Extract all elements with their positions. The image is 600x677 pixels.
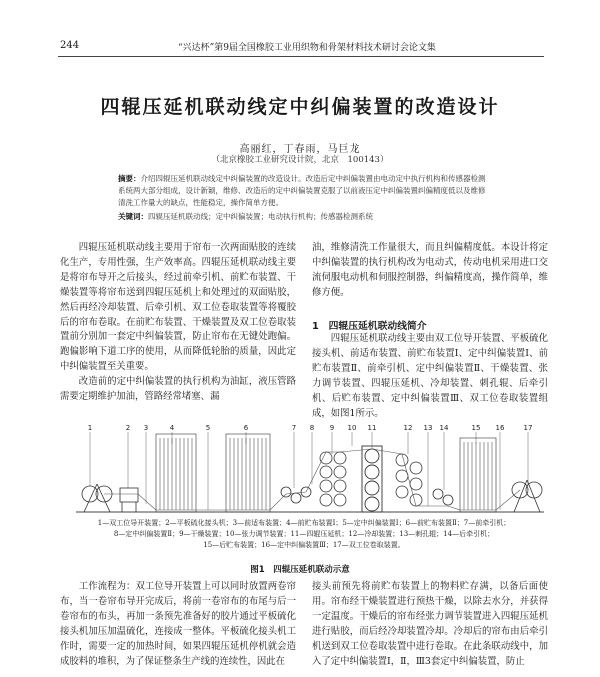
windup-stand <box>512 480 542 512</box>
keywords-text: 四辊压延机联动线；定中纠偏装置；电动执行机构；传感器检测系统 <box>148 212 373 221</box>
legend-line: 15—后贮布装置；16—定中纠偏装置Ⅲ；17—双工位卷取装置。 <box>203 541 405 549</box>
right-column-mid <box>312 332 548 421</box>
unwind-stand <box>82 484 112 512</box>
callout-number: 15 <box>471 424 481 432</box>
callout-number: 10 <box>347 424 357 432</box>
paper-title: 四辊压延机联动线定中纠偏装置的改造设计 <box>100 96 500 118</box>
callout-number: 8 <box>309 424 315 432</box>
splicer-press <box>120 488 138 512</box>
paragraph: 工作流程为：双工位导开装置上可以同时放置两卷帘布，当一卷帘布导开完成后，将前一卷帘布的布尾与后一卷帘布的布头，再加一条预先准备好的胶片通过平板硫化接头机加压加温硫化，连接成一整体。平板硫化接头机工作时，需要一定的加热时间，如果四辊压延机停机就会造成胶料的堆积，为了保证整条生产线的连续性，因此在 <box>60 581 296 667</box>
page-number: 244 <box>60 40 80 51</box>
figure-title: 图1 四辊压延机联动示意 <box>250 565 350 575</box>
callout-number: 13 <box>423 424 433 432</box>
keywords <box>118 211 490 223</box>
abstract-label: 摘要： <box>118 174 141 183</box>
paragraph: 四辊压延机联动线主要用于帘布一次两面贴胶的连续化生产，专用性强，生产效率高。四辊压延机联动线主要是将帘布导开之后接头，经过前牵引机、前贮布装置、干燥装置等将帘布送到四辊压延机上和处理过的双面贴胶，然后再经冷却装置、后牵引机、双工位卷取装置等将覆胶后的帘布卷取。在前贮布装置、干燥装置及双工位卷取装置前分别加一套定中纠偏装置，防止帘布在无键处跑偏。跑偏影响下道工序的使用，从而降低轮胎的质量，因此定中纠偏装置至关重要。 <box>60 242 296 373</box>
callout-number: 4 <box>169 424 175 432</box>
callout-number: 12 <box>403 424 413 432</box>
legend-line: 8—定中纠偏装置Ⅱ；9—干燥装置；10—张力调节装置；11—四辊压延机；12—冷却装置；13—刺孔辊；14—后牵引机； <box>113 530 495 538</box>
running-head: “兴达杯”第9届全国橡胶工业用织物和骨架材料技术研讨会论文集 <box>178 43 436 53</box>
callout-number: 9 <box>329 424 335 432</box>
keywords-label: 关键词： <box>118 212 148 221</box>
figure-1 <box>76 424 544 518</box>
header-rule <box>58 56 544 57</box>
callout-number: 2 <box>125 424 131 432</box>
affiliation: （北京橡胶工业研究设计院，北京 100143） <box>211 155 389 165</box>
callout-number: 5 <box>205 424 211 432</box>
right-column-bottom <box>312 580 548 669</box>
production-line-diagram <box>76 424 544 518</box>
left-column-bottom <box>60 580 296 669</box>
callout-number: 7 <box>291 424 297 432</box>
paragraph: 接头前预先将前贮布装置上的物料贮存满，以备后面使用。帘布经干燥装置进行预热干燥，以除去水分，并获得一定温度。干燥后的帘布经张力调节装置进入四辊压延机进行贴胶，而后经冷却装置冷却。冷却后的帘布由后牵引机送到双工位卷取装置中进行卷取。在此条联动线中，加入了定中纠偏装置Ⅰ，Ⅱ，Ⅲ3套定中纠偏装置，防止 <box>312 581 548 667</box>
front-puller <box>281 487 311 503</box>
festoon-accumulator-2 <box>226 434 270 512</box>
callout-number: 11 <box>367 424 377 432</box>
authors: 高丽红，丁春雨，马巨龙 <box>239 144 361 155</box>
callout-number: 14 <box>439 424 449 432</box>
drying-drums <box>320 452 346 506</box>
callout-number: 17 <box>523 424 533 432</box>
paragraph: 油，维修清洗工作量很大，而且纠偏精度低。本设计将定中纠偏装置的执行机构改为电动式，传动电机采用进口交流伺服电动机和伺服控制器，纠偏精度高，操作简单，维修方便。 <box>312 242 548 298</box>
abstract <box>118 173 490 209</box>
figure-legend <box>60 518 548 551</box>
callout-number: 6 <box>243 424 249 432</box>
section-heading: 1 四辊压延机联动线简介 <box>312 321 427 332</box>
callout-number: 3 <box>143 424 149 432</box>
paragraph: 改造前的定中纠偏装置的执行机构为油缸，液压管路需要定期维护加油，管路经常堵塞、漏 <box>60 376 296 403</box>
paragraph: 四辊压延机联动线主要由双工位导开装置、平板硫化接头机、前适布装置、前贮布装置Ⅰ、定中纠偏装置Ⅰ、前贮布装置Ⅱ、前牵引机、定中纠偏装置Ⅱ、干燥装置、张力调节装置、四辊压延机、冷却装置、刺孔辊、后牵引机、后贮布装置、定中纠偏装置Ⅲ、双工位卷取装置组成，如图1所示。 <box>312 333 548 419</box>
abstract-text: 介绍四辊压延机联动线定中纠偏装置的改造设计。改造后定中纠偏装置由电动定中执行机构和传感器检测系统两大部分组成，设计新颖，维修、改造后的定中纠偏装置克服了以前液压定中纠偏装置纠偏精度低以及维修清洗工作量大的缺点，性能稳定，操作简单方便。 <box>118 174 486 207</box>
four-roll-calender <box>362 446 382 512</box>
callout-number: 1 <box>87 424 93 432</box>
left-column-top <box>60 241 296 405</box>
callout-number: 16 <box>495 424 505 432</box>
legend-line: 1—双工位导开装置；2—平板硫化接头机；3—前适布装置；4—前贮布装置Ⅰ；5—定中纠偏装置Ⅰ；6—前贮布装置Ⅱ；7—前牵引机； <box>97 519 511 527</box>
right-column-top <box>312 241 548 301</box>
rear-festoon <box>460 438 496 512</box>
rear-puller <box>433 489 453 505</box>
